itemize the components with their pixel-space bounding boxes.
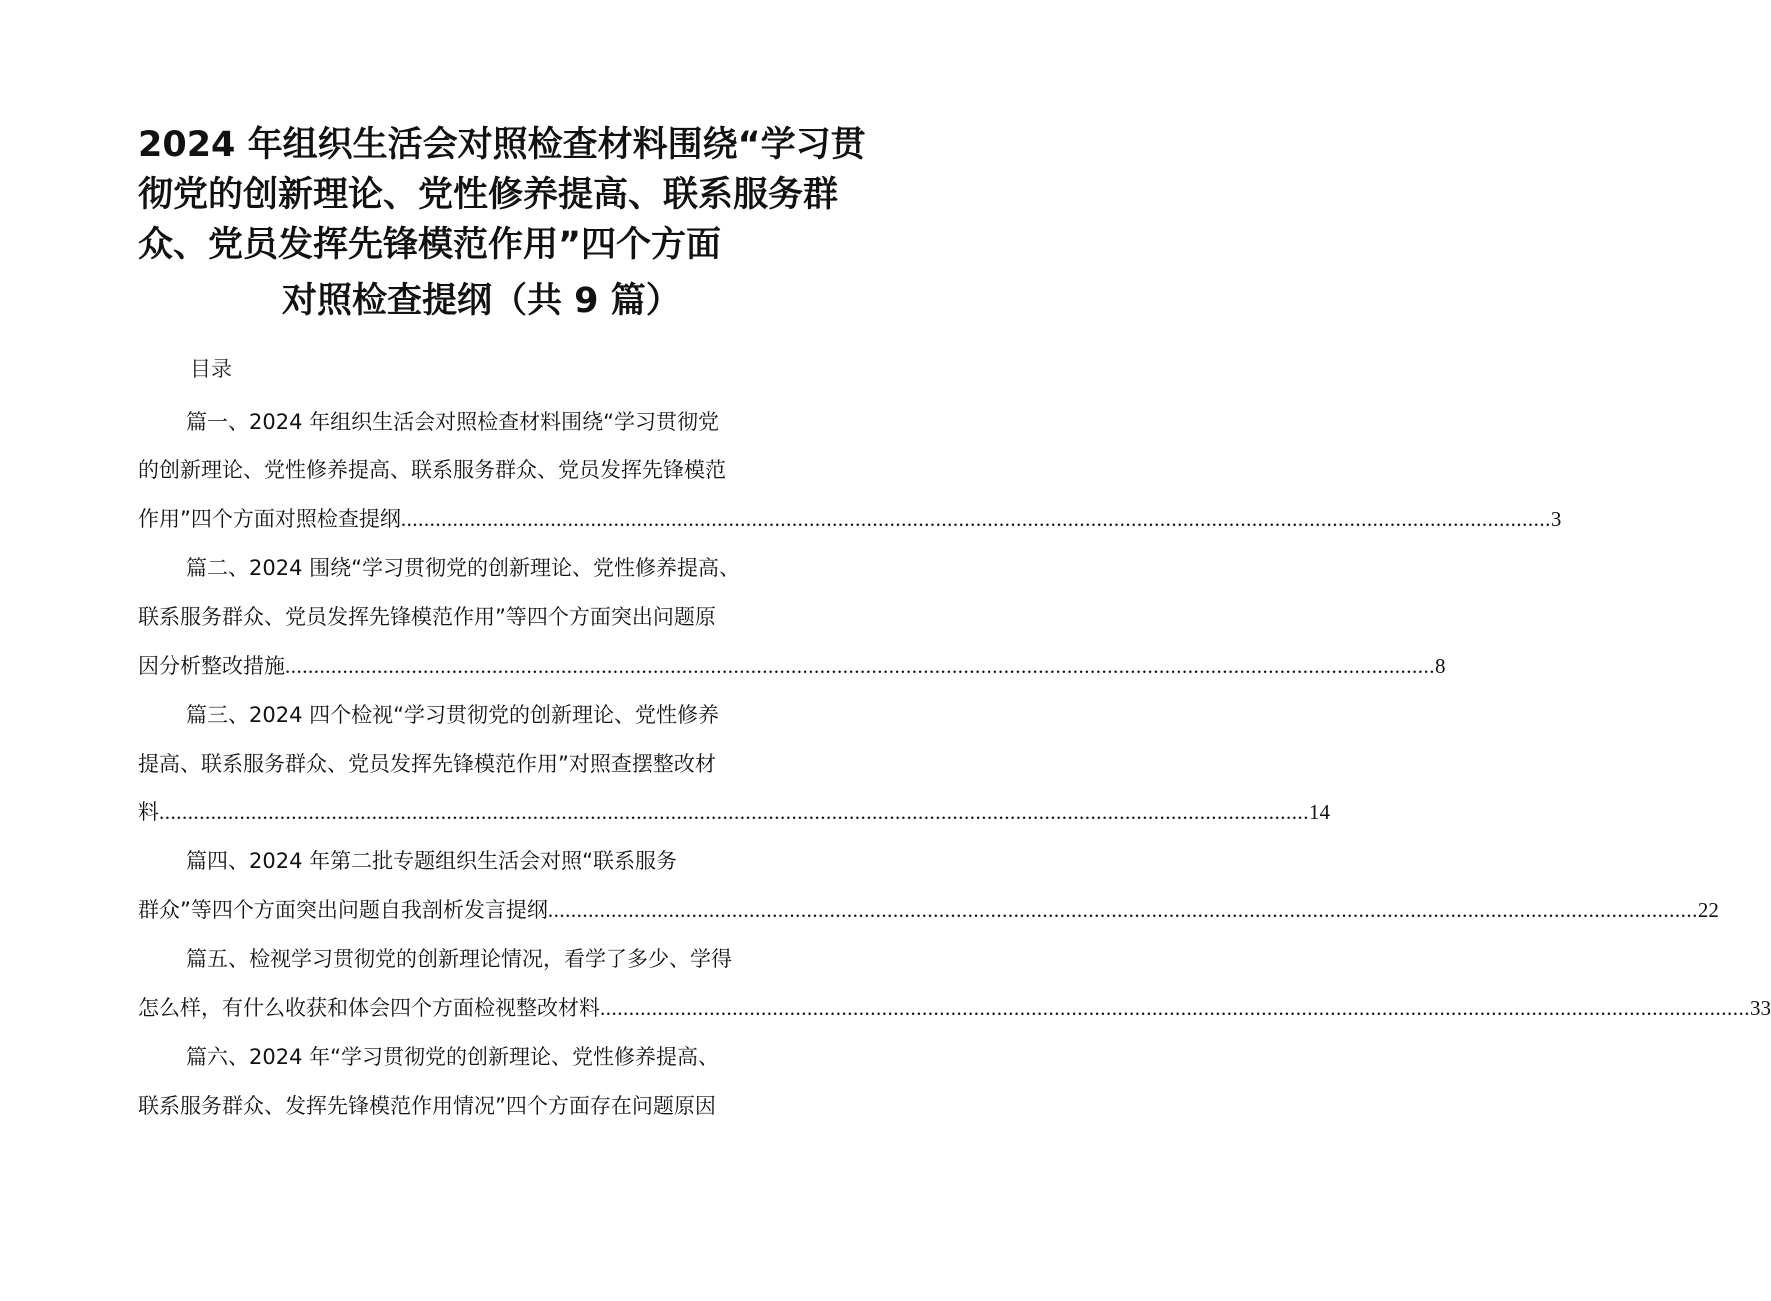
toc-entry-3-line-3: 料 (138, 800, 159, 824)
toc-entry-3-last-line[interactable] (138, 798, 1330, 826)
toc-heading: 目录 (190, 357, 232, 381)
toc-entry-3-line-1[interactable]: 篇三、2024 四个检视“学习贯彻党的创新理论、党性修养 (186, 703, 719, 727)
toc-entry-4-page-number: 22 (1697, 898, 1719, 922)
document-title-line-2: 彻党的创新理论、党性修养提高、联系服务群 (138, 175, 839, 215)
document-title-line-1: 2024 年组织生活会对照检查材料围绕“学习贯 (138, 125, 866, 165)
dot-leader: ........................................................................................................................................................................................................ (600, 996, 1750, 1020)
toc-entry-1-line-2[interactable]: 的创新理论、党性修养提高、联系服务群众、党员发挥先锋模范 (138, 458, 726, 482)
toc-entry-2-page-number: 8 (1435, 654, 1446, 678)
dot-leader: ........................................................................................................................................................................................................ (159, 800, 1309, 824)
toc-entry-4-line-2: 群众”等四个方面突出问题自我剖析发言提纲 (138, 898, 548, 922)
toc-entry-6-line-1[interactable]: 篇六、2024 年“学习贯彻党的创新理论、党性修养提高、 (186, 1045, 719, 1069)
toc-entry-2-line-3: 因分析整改措施 (138, 654, 285, 678)
toc-entry-5-line-2: 怎么样，有什么收获和体会四个方面检视整改材料 (138, 996, 600, 1020)
toc-entry-3-page-number: 14 (1309, 800, 1330, 824)
dot-leader: ........................................................................................................................................................................................................ (547, 898, 1698, 922)
toc-entry-4-last-line[interactable] (138, 896, 1719, 924)
toc-entry-1-line-1[interactable]: 篇一、2024 年组织生活会对照检查材料围绕“学习贯彻党 (186, 410, 719, 434)
toc-entry-1-page-number: 3 (1550, 507, 1562, 531)
toc-entry-5-last-line[interactable] (138, 994, 1771, 1022)
toc-entry-4-line-1[interactable]: 篇四、2024 年第二批专题组织生活会对照“联系服务 (186, 849, 677, 873)
toc-entry-1-last-line[interactable] (138, 505, 1562, 533)
document-title-line-4: 对照检查提纲（共 9 篇） (282, 281, 681, 321)
toc-entry-2-last-line[interactable] (138, 652, 1446, 680)
toc-entry-2-line-1[interactable]: 篇二、2024 围绕“学习贯彻党的创新理论、党性修养提高、 (186, 556, 740, 580)
toc-entry-3-line-2[interactable]: 提高、联系服务群众、党员发挥先锋模范作用”对照查摆整改材 (138, 752, 716, 776)
toc-entry-5-line-1[interactable]: 篇五、检视学习贯彻党的创新理论情况，看学了多少、学得 (186, 947, 732, 971)
dot-leader: ........................................................................................................................................................................................................ (400, 507, 1551, 531)
toc-entry-2-line-2[interactable]: 联系服务群众、党员发挥先锋模范作用”等四个方面突出问题原 (138, 605, 716, 629)
document-title-line-3: 众、党员发挥先锋模范作用”四个方面 (138, 225, 722, 265)
toc-entry-5-page-number: 33 (1750, 996, 1771, 1020)
toc-entry-6-line-2[interactable]: 联系服务群众、发挥先锋模范作用情况”四个方面存在问题原因 (138, 1094, 716, 1118)
toc-entry-1-line-3: 作用”四个方面对照检查提纲 (138, 507, 401, 531)
dot-leader: ........................................................................................................................................................................................................ (285, 654, 1435, 678)
